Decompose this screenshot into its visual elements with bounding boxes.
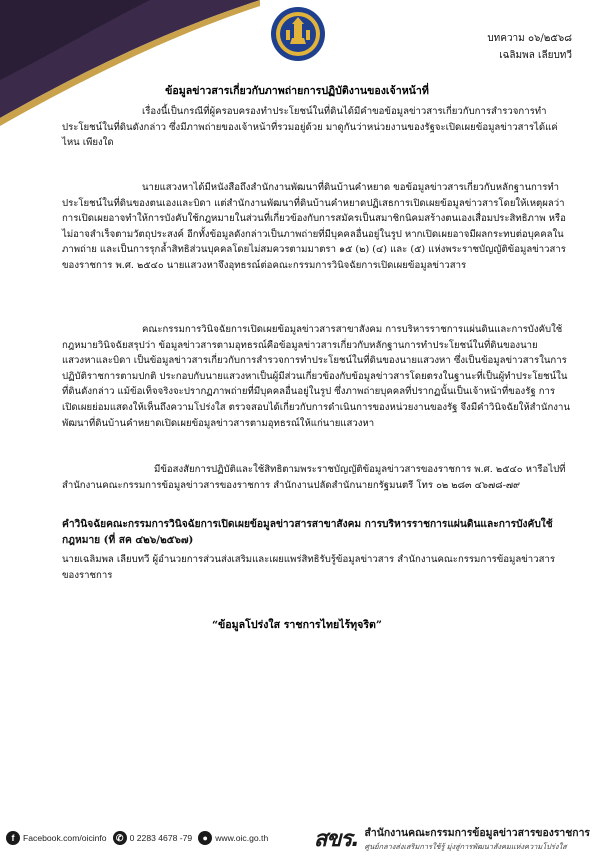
facebook-icon: f <box>6 831 20 845</box>
article-title: ข้อมูลข่าวสารเกี่ยวกับภาพถ่ายการปฏิบัติงานของเจ้าหน้าที่ <box>165 85 429 97</box>
article-reference <box>487 30 572 64</box>
paragraph-2: นายแสวงหาได้มีหนังสือถึงสำนักงานพัฒนาที่ดินบ้านคำหยาด ขอข้อมูลข่าวสารเกี่ยวกับหลักฐานการทำประโยชน์ในที่ดินของตนเองและบิดา แต่สำนักงานพัฒนาที่ดินบ้านคำหยาดปฏิเสธการเปิดเผยข้อมูลข่าวสารโดยให้เหตุผลว่า การเปิดเผยอาจทำให้การบังคับใช้กฎหมายในส่วนที่เกี่ยวข้องกับการสมัครเป็นสมาชิกนิคมสร้างตนเองเสื่อมประสิทธิภาพ หรือไม่อาจสำเร็จตามวัตถุประสงค์ อีกทั้งข้อมูลดังกล่าวเป็นภาพถ่ายที่มีบุคคลอื่นอยู่ในรูป หากเปิดเผยอาจมีผลกระทบต่อบุคคลในภาพถ่าย และเป็นการรุกล้ำสิทธิส่วนบุคคลโดยไม่สมควรตามมาตรา ๑๕ (๒) (๔) และ (๕) แห่งพระราชบัญญัติข้อมูลข่าวสารของราชการ พ.ศ. ๒๕๔๐ นายแสวงหาจึงอุทธรณ์ต่อคณะกรรมการวินิจฉัยการเปิดเผยข้อมูลข่าวสาร <box>62 182 566 271</box>
footer-website[interactable] <box>198 831 268 845</box>
paragraph-request <box>62 180 570 274</box>
paragraph-decision <box>62 322 570 431</box>
brand-text <box>365 824 590 853</box>
website-link[interactable]: www.oic.go.th <box>215 833 269 843</box>
paragraph-6: นายเฉลิมพล เลียบทวี ผู้อำนวยการส่วนส่งเสริมและเผยแพร่สิทธิรับรู้ข้อมูลข่าวสาร สำนักงานคณะกรรมการข้อมูลข่าวสารของราชการ <box>62 554 555 581</box>
footer-facebook[interactable] <box>6 831 107 845</box>
paragraph-5: คำวินิจฉัยคณะกรรมการวินิจฉัยการเปิดเผยข้อมูลข่าวสารสาขาสังคม การบริหารราชการแผ่นดินและการบังคับใช้กฎหมาย (ที่ สค ๔๒๖/๒๕๖๗) <box>62 518 553 546</box>
paragraph-contact <box>62 462 570 493</box>
paragraph-1: เรื่องนี้เป็นกรณีที่ผู้ครอบครองทำประโยชน์ในที่ดินได้มีคำขอข้อมูลข่าวสารเกี่ยวกับการสำรวจการทำประโยชน์ในที่ดินดังกล่าว ซึ่งมีภาพถ่ายของเจ้าหน้าที่รวมอยู่ด้วย มาดูกันว่าหน่วยงานของรัฐจะเปิดเผยข้อมูลข่าวสารได้แค่ไหน เพียงใด <box>62 106 558 149</box>
footer-phone[interactable] <box>113 831 193 845</box>
facebook-link[interactable]: Facebook.com/oicinfo <box>23 833 107 843</box>
slogan: “ข้อมูลโปร่งใส ราชการไทยไร้ทุจริต” <box>211 619 383 631</box>
org-name: สำนักงานคณะกรรมการข้อมูลข่าวสารของราชการ <box>364 827 590 839</box>
footer <box>0 818 594 858</box>
brand-mark: สขร. <box>313 826 359 852</box>
paragraph-intro <box>62 104 570 151</box>
phone-number[interactable]: 0 2283 4678 -79 <box>129 833 193 843</box>
article-number: บทความ ๐๖/๒๕๖๘ <box>487 33 572 44</box>
oic-seal-logo <box>270 6 326 62</box>
footer-bar <box>0 818 594 858</box>
article-author: เฉลิมพล เลียบทวี <box>499 50 572 61</box>
paragraph-reference <box>62 516 570 548</box>
globe-icon: ● <box>198 831 212 845</box>
paragraph-signature <box>62 552 570 583</box>
paragraph-4: มีข้อสงสัยการปฏิบัติและใช้สิทธิตามพระราชบัญญัติข้อมูลข่าวสารของราชการ พ.ศ. ๒๕๔๐ หารือไปที่สำนักงานคณะกรรมการข้อมูลข่าวสารของราชการ สำนักงานปลัดสำนักนายกรัฐมนตรี โทร ๐๒ ๒๘๓ ๔๖๗๘-๗๙ <box>62 464 566 491</box>
org-tagline: ศูนย์กลางส่งเสริมการใช้รู้ มุ่งสู่การพัฒนาสังคมแห่งความโปร่งใส <box>364 841 567 851</box>
paragraph-3: คณะกรรมการวินิจฉัยการเปิดเผยข้อมูลข่าวสารสาขาสังคม การบริหารราชการแผ่นดินและการบังคับใช้กฎหมายวินิจฉัยสรุปว่า ข้อมูลข่าวสารตามอุทธรณ์คือข้อมูลข่าวสารเกี่ยวกับหลักฐานการทำประโยชน์ในที่ดินของนายแสวงหาและบิดา เป็นข้อมูลข่าวสารเกี่ยวกับการสำรวจการทำประโยชน์ในที่ดินของนายแสวงหา ซึ่งเป็นข้อมูลข่าวสารในการปฏิบัติราชการตามปกติ ประกอบกับนายแสวงหาเป็นผู้มีส่วนเกี่ยวข้องกับข้อมูลข่าวสารโดยตรงในฐานะที่เป็นผู้ทำประโยชน์ในที่ดินดังกล่าว แม้ข้อเท็จจริงจะปรากฏภาพถ่ายที่มีบุคคลอื่นอยู่ในรูป ซึ่งภาพถ่ายบุคคลที่ปรากฏนั้นเป็นเจ้าหน้าที่ของรัฐ การเปิดเผยย่อมแสดงให้เห็นถึงความโปร่งใส ตรวจสอบได้เกี่ยวกับการดำเนินการของหน่วยงานของรัฐ จึงมีคำวินิจฉัยให้สำนักงานพัฒนาที่ดินบ้านคำหยาดเปิดเผยข้อมูลข่าวสารตามอุทธรณ์ให้แก่นายแสวงหา <box>62 324 570 429</box>
footer-brand <box>314 821 590 856</box>
phone-icon: ✆ <box>113 831 127 845</box>
